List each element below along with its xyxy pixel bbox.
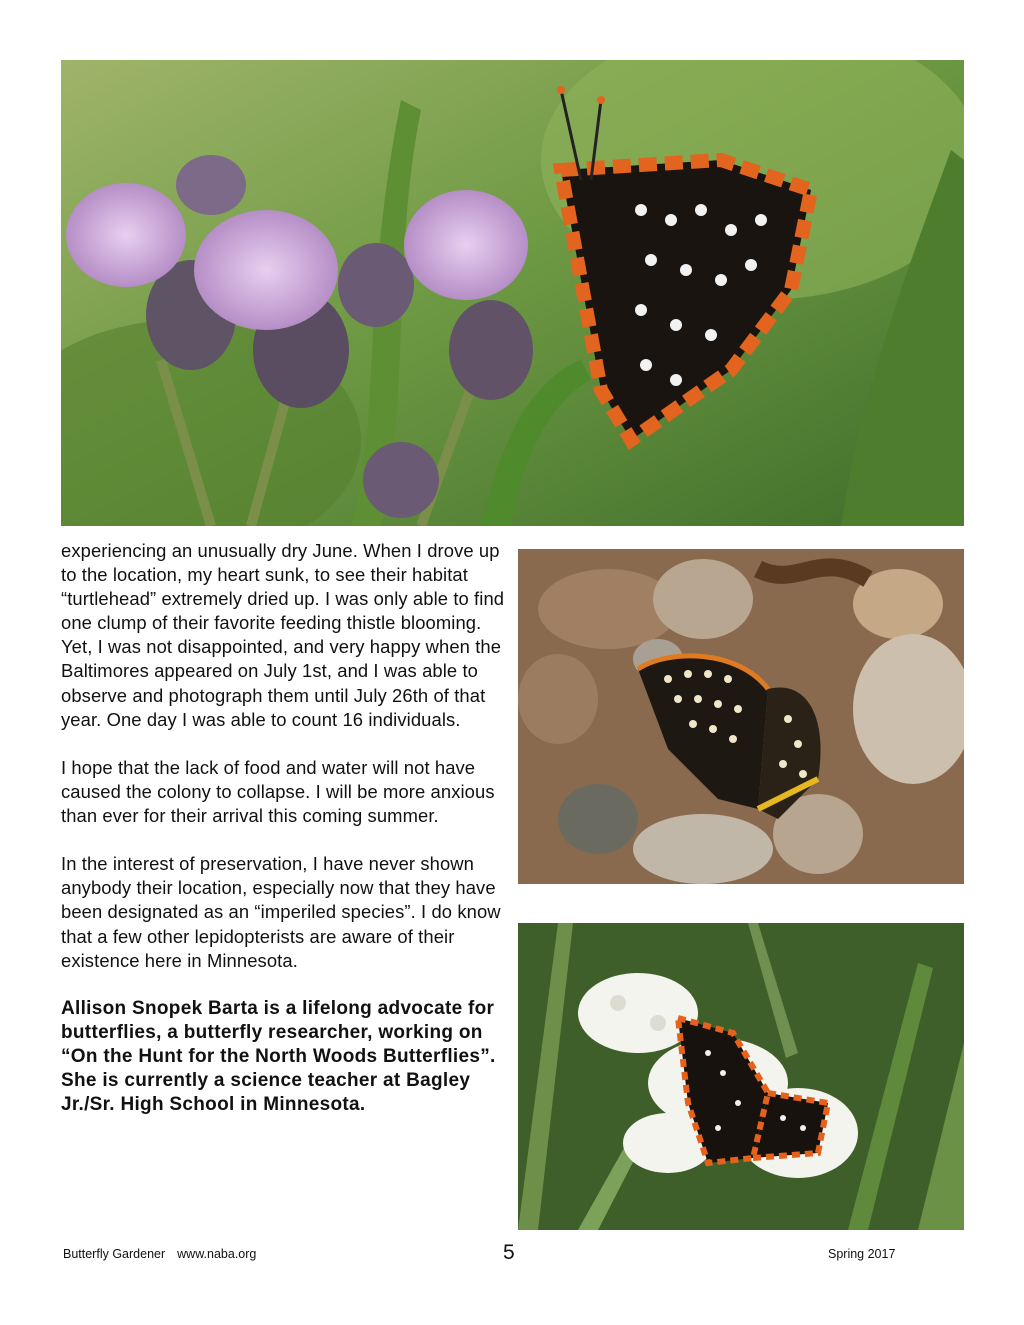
article-paragraph: I hope that the lack of food and water will not have caused the colony to collapse. I will be more anxious than ever for their arrival this coming summer. — [61, 756, 495, 827]
photo-butterfly-on-rocks — [518, 549, 964, 884]
article-paragraph: In the interest of preservation, I have never shown anybody their location, especially now that they have been designated as an “imperiled species”. I do know that a few other lepidopterists are aware of their existence here in Minnesota. — [61, 853, 501, 971]
photo-butterfly-on-yarrow — [518, 923, 964, 1230]
photo-butterfly-on-thistle — [61, 60, 964, 526]
website-link[interactable]: www.naba.org — [177, 1247, 257, 1261]
issue-label: Spring 2017 — [828, 1247, 896, 1261]
publication-name: Butterfly Gardener — [63, 1247, 166, 1261]
article-body — [61, 539, 506, 1117]
page-number: 5 — [503, 1241, 515, 1264]
footer-publication-info — [63, 1247, 256, 1261]
article-paragraph: experiencing an unusually dry June. When I drove up to the location, my heart sunk, to see their habitat “turtlehead” extremely dried up. I was only able to find one clump of their favorite feeding thistle blooming. Yet, I was not disappointed, and very happy when the Baltimores appeared on July 1st, and I was able to observe and photograph them until July 26th of that year. One day I was able to count 16 individuals. — [61, 540, 505, 730]
author-bio: Allison Snopek Barta is a lifelong advocate for butterflies, a butterfly researcher, working on “On the Hunt for the North Woods Butterflies”. She is currently a science teacher at Bagley Jr./Sr. High School in Minnesota. — [61, 997, 496, 1116]
